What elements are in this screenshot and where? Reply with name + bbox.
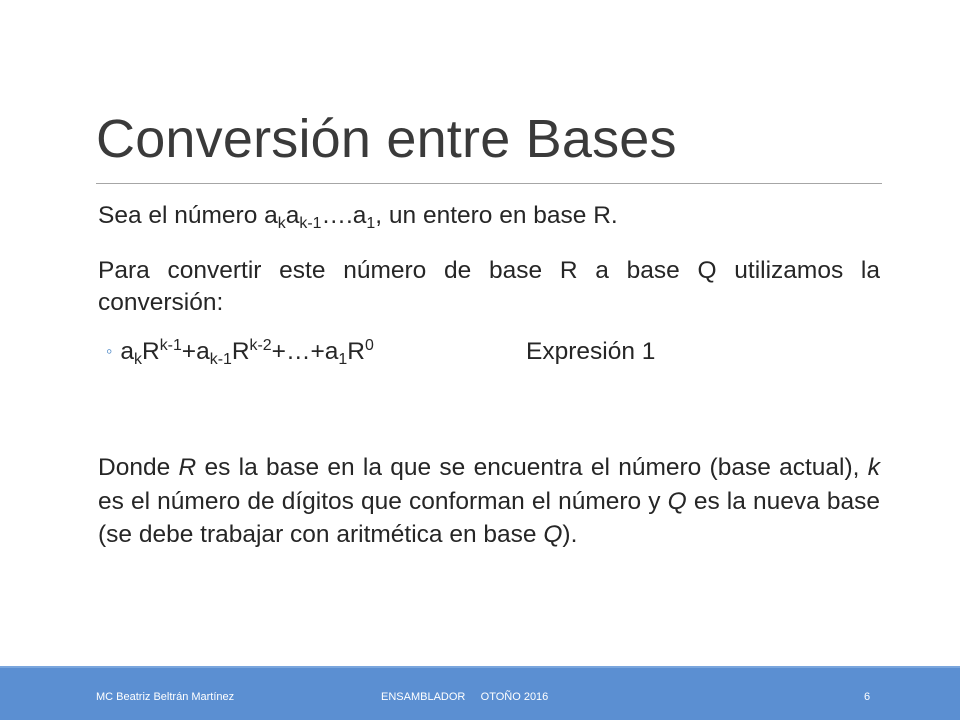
intro-text: , un entero en base R. bbox=[375, 202, 618, 229]
superscript: k-1 bbox=[159, 337, 182, 355]
subscript: k bbox=[134, 351, 142, 369]
definition-text: es la nueva base (se debe trabajar con aritmética en base bbox=[98, 487, 880, 548]
expression-bullet bbox=[106, 337, 656, 369]
footer-author: MC Beatriz Beltrán Martínez bbox=[96, 691, 235, 703]
footer-highlight bbox=[0, 666, 960, 668]
variable-R: R bbox=[178, 454, 197, 481]
variable-k: k bbox=[867, 454, 880, 481]
definition-text: es el número de dígitos que conforman el número y bbox=[98, 487, 668, 515]
intro-text: Sea el número a bbox=[98, 202, 278, 229]
intro-line bbox=[98, 200, 880, 232]
intro-text: ….a bbox=[321, 202, 367, 229]
subscript: k bbox=[277, 215, 286, 233]
subscript: k-1 bbox=[299, 215, 322, 233]
expr-term: a bbox=[120, 338, 135, 365]
definition-text: ). bbox=[562, 521, 578, 548]
subscript: 1 bbox=[338, 351, 348, 369]
superscript: k-2 bbox=[249, 337, 272, 355]
expression-label: Expresión 1 bbox=[526, 338, 656, 365]
definition-paragraph bbox=[98, 451, 880, 552]
intro-text: a bbox=[285, 202, 300, 229]
conversion-paragraph: Para convertir este número de base R a base Q utilizamos la conversión: bbox=[98, 257, 880, 316]
variable-Q: Q bbox=[543, 521, 563, 548]
footer-course: ENSAMBLADOR OTOÑO 2016 bbox=[381, 691, 549, 703]
definition-text: Donde bbox=[98, 454, 179, 481]
expr-term: +a bbox=[181, 338, 210, 365]
slide-title: Conversión entre Bases bbox=[96, 109, 677, 169]
expr-term: R bbox=[231, 338, 250, 365]
expr-term: R bbox=[141, 338, 160, 365]
subscript: k-1 bbox=[209, 351, 232, 369]
superscript: 0 bbox=[364, 337, 374, 355]
expr-term: +…+a bbox=[271, 338, 339, 365]
bullet-circle-icon: ◦ bbox=[106, 341, 113, 361]
expr-term: R bbox=[347, 338, 365, 365]
definition-text: es la base en la que se encuentra el número (base actual), bbox=[196, 454, 868, 481]
subscript: 1 bbox=[366, 215, 376, 233]
page-number: 6 bbox=[864, 691, 871, 703]
title-divider bbox=[96, 183, 882, 184]
variable-Q: Q bbox=[667, 487, 687, 515]
